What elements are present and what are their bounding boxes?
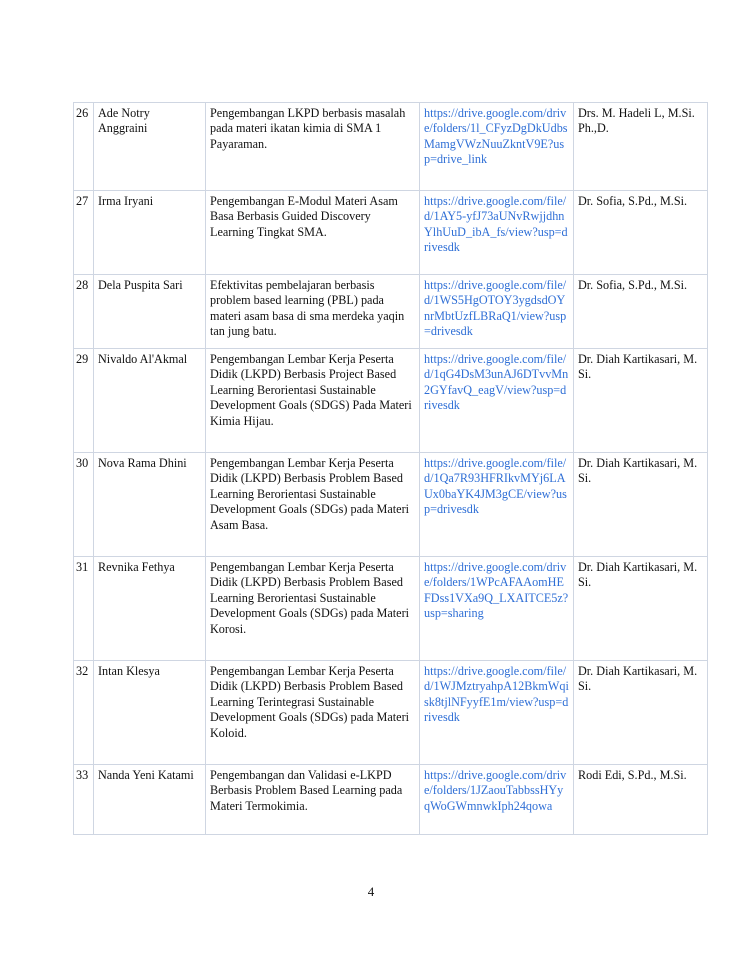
drive-link[interactable]: https://drive.google.com/file/d/1WJMztryahpA12BkmWqisk8tjlNFyyfE1m/view?usp=drivesdk (420, 661, 574, 765)
student-name-cell: Nanda Yeni Katami (94, 765, 206, 835)
advisor-name-cell: Rodi Edi, S.Pd., M.Si. (574, 765, 708, 835)
advisor-name-cell: Dr. Sofia, S.Pd., M.Si. (574, 191, 708, 275)
thesis-title-cell: Pengembangan Lembar Kerja Peserta Didik (LKPD) Berbasis Problem Based Learning Berorientasi Sustainable Development Goals (SDGs) pada Materi Asam Basa. (206, 453, 420, 557)
row-number-cell: 31 (74, 557, 94, 661)
table-row (74, 661, 708, 765)
thesis-table (73, 102, 708, 835)
drive-link[interactable]: https://drive.google.com/file/d/1qG4DsM3unAJ6DTvvMn2GYfavQ_eagV/view?usp=drivesdk (420, 349, 574, 453)
row-number-cell: 28 (74, 275, 94, 349)
student-name-cell: Dela Puspita Sari (94, 275, 206, 349)
student-name-cell: Revnika Fethya (94, 557, 206, 661)
advisor-name-cell: Dr. Diah Kartikasari, M. Si. (574, 453, 708, 557)
student-name-cell: Intan Klesya (94, 661, 206, 765)
table-row (74, 191, 708, 275)
page-number: 4 (367, 884, 375, 899)
row-number-cell: 27 (74, 191, 94, 275)
row-number-cell: 30 (74, 453, 94, 557)
table-row (74, 349, 708, 453)
drive-link[interactable]: https://drive.google.com/file/d/1AY5-yfJ73aUNvRwjjdhnYlhUuD_ibA_fs/view?usp=drivesdk (420, 191, 574, 275)
student-name-cell: Nivaldo Al'Akmal (94, 349, 206, 453)
table-row (74, 103, 708, 191)
thesis-title-cell: Pengembangan LKPD berbasis masalah pada materi ikatan kimia di SMA 1 Payaraman. (206, 103, 420, 191)
thesis-title-cell: Pengembangan dan Validasi e-LKPD Berbasis Problem Based Learning pada Materi Termokimia. (206, 765, 420, 835)
thesis-title-cell: Pengembangan E-Modul Materi Asam Basa Berbasis Guided Discovery Learning Tingkat SMA. (206, 191, 420, 275)
drive-link[interactable]: https://drive.google.com/file/d/1Qa7R93HFRIkvMYj6LAUx0baYK4JM3gCE/view?usp=drivesdk (420, 453, 574, 557)
table-row (74, 275, 708, 349)
row-number-cell: 26 (74, 103, 94, 191)
document-page (73, 102, 707, 835)
table-row (74, 557, 708, 661)
drive-link[interactable]: https://drive.google.com/drive/folders/1l_CFyzDgDkUdbsMamgVWzNuuZkntV9E?usp=drive_link (420, 103, 574, 191)
row-number-cell: 32 (74, 661, 94, 765)
drive-link[interactable]: https://drive.google.com/drive/folders/1JZaouTabbssHYyqWoGWmnwkIph24qowa (420, 765, 574, 835)
table-row (74, 765, 708, 835)
thesis-title-cell: Efektivitas pembelajaran berbasis problem based learning (PBL) pada materi asam basa di sma merdeka yaqin tan jung batu. (206, 275, 420, 349)
row-number-cell: 33 (74, 765, 94, 835)
student-name-cell: Ade Notry Anggraini (94, 103, 206, 191)
thesis-title-cell: Pengembangan Lembar Kerja Peserta Didik (LKPD) Berbasis Project Based Learning Berorientasi Sustainable Development Goals (SDGS) Pada Materi Kimia Hijau. (206, 349, 420, 453)
thesis-title-cell: Pengembangan Lembar Kerja Peserta Didik (LKPD) Berbasis Problem Based Learning Berorientasi Sustainable Development Goals (SDGs) pada Materi Korosi. (206, 557, 420, 661)
advisor-name-cell: Dr. Diah Kartikasari, M. Si. (574, 661, 708, 765)
student-name-cell: Nova Rama Dhini (94, 453, 206, 557)
student-name-cell: Irma Iryani (94, 191, 206, 275)
advisor-name-cell: Dr. Diah Kartikasari, M. Si. (574, 557, 708, 661)
table-row (74, 453, 708, 557)
thesis-table-body (74, 103, 708, 835)
thesis-title-cell: Pengembangan Lembar Kerja Peserta Didik (LKPD) Berbasis Problem Based Learning Terintegrasi Sustainable Development Goals (SDGs) pada Materi Koloid. (206, 661, 420, 765)
advisor-name-cell: Drs. M. Hadeli L, M.Si. Ph.,D. (574, 103, 708, 191)
advisor-name-cell: Dr. Sofia, S.Pd., M.Si. (574, 275, 708, 349)
advisor-name-cell: Dr. Diah Kartikasari, M. Si. (574, 349, 708, 453)
drive-link[interactable]: https://drive.google.com/file/d/1WS5HgOTOY3ygdsdOYnrMbtUzfLBRaQ1/view?usp=drivesdk (420, 275, 574, 349)
drive-link[interactable]: https://drive.google.com/drive/folders/1WPcAFAAomHEFDss1VXa9Q_LXAITCE5z?usp=sharing (420, 557, 574, 661)
row-number-cell: 29 (74, 349, 94, 453)
